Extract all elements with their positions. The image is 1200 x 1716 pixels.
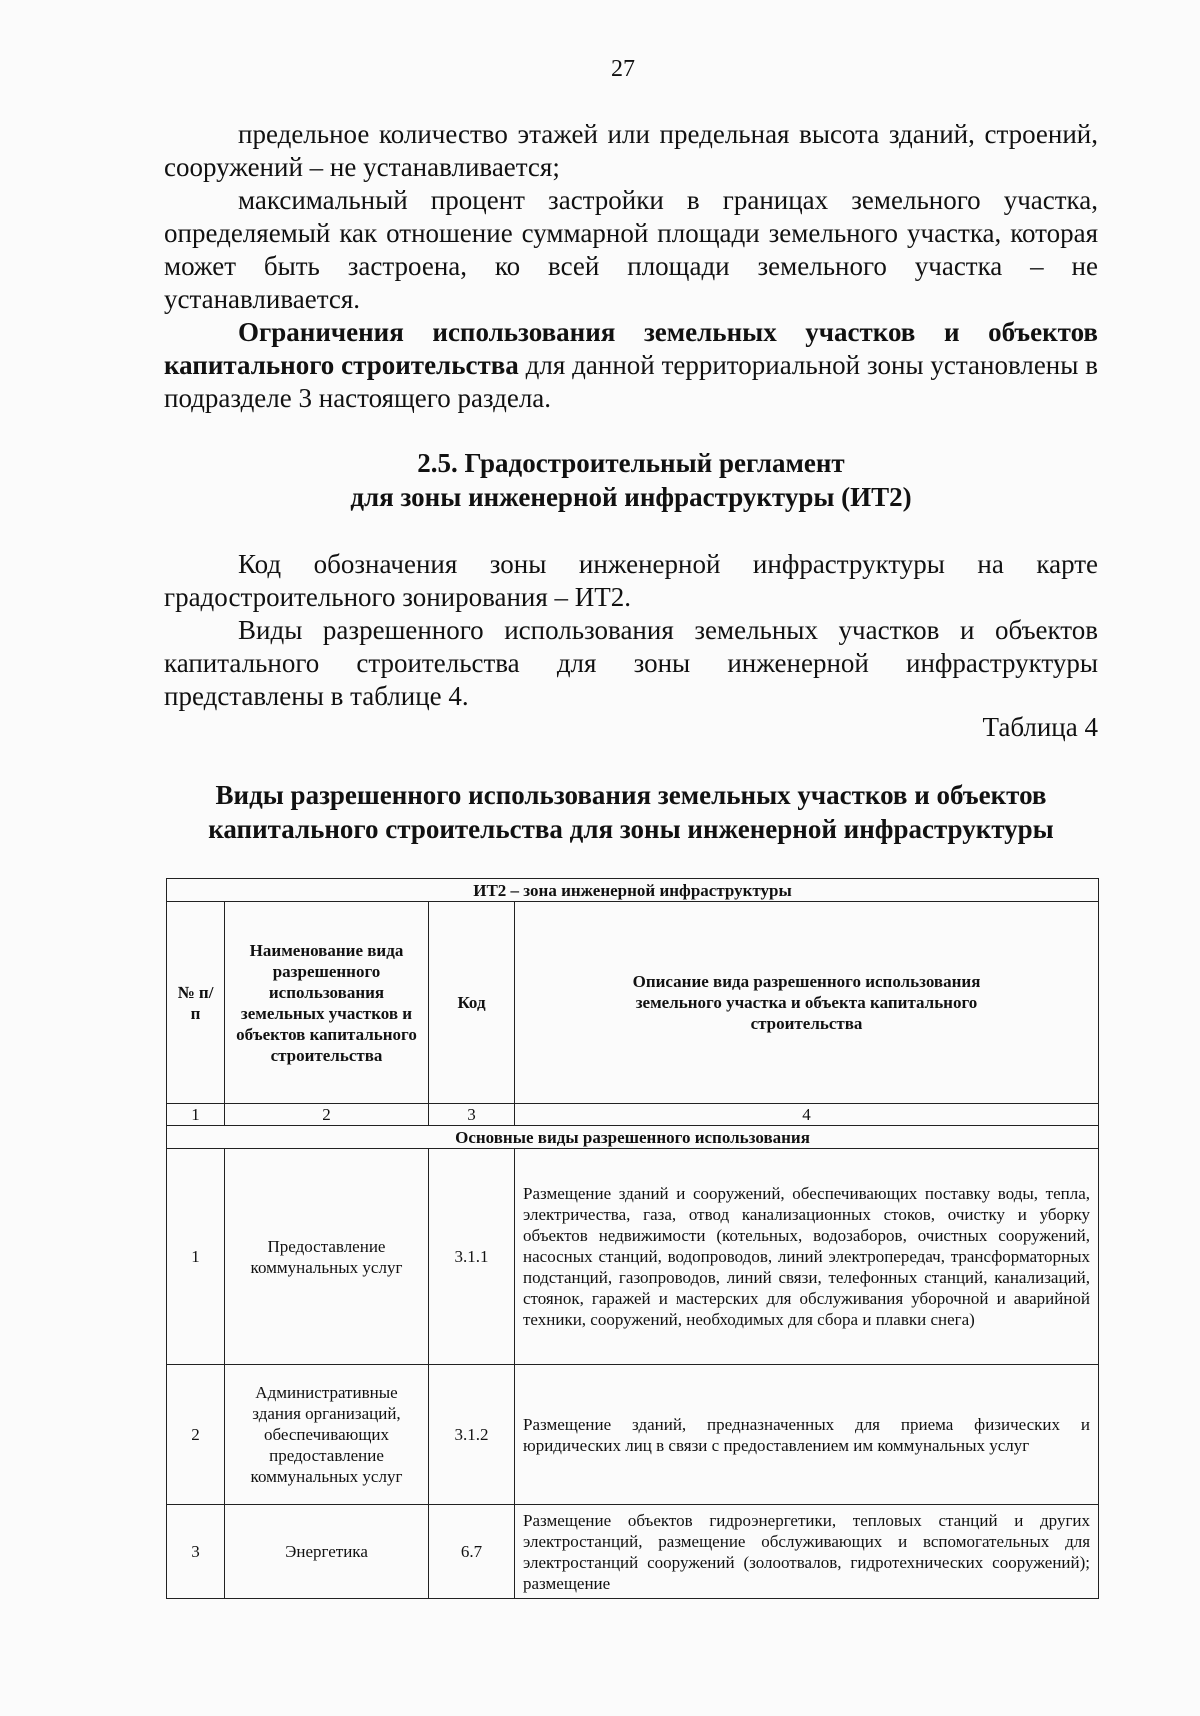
section-heading-line1: 2.5. Градостроительный регламент: [417, 448, 845, 478]
row-name: Предоставление коммунальных услуг: [225, 1149, 429, 1365]
column-number: 4: [515, 1104, 1099, 1126]
column-number: 1: [167, 1104, 225, 1126]
column-header-row: [167, 902, 1099, 1104]
row-desc: Размещение зданий и сооружений, обеспечивающих поставку воды, тепла, электричества, газа, отвод канализационных стоков, очистку и уборку объектов недвижимости (котельных, водозаборов, очистных сооружений, насосных станций, водопроводов, линий электропередач, трансформаторных подстанций, газопроводов, линий связи, телефонных станций, канализаций, стоянок, гаражей и мастерских для обслуживания уборочной и аварийной техники, сооружений, необходимых для сбора и плавки снега): [515, 1149, 1099, 1365]
table-title-line1: Виды разрешенного использования земельных участков и объектов: [215, 780, 1047, 810]
paragraph-zone-code: Код обозначения зоны инженерной инфраструктуры на карте градостроительного зонирования – ИТ2.: [164, 549, 1098, 612]
paragraph-restrictions: [164, 316, 1098, 415]
row-name: Административные здания организаций, обеспечивающих предоставление коммунальных услуг: [225, 1365, 429, 1505]
page-number: 27: [611, 56, 635, 82]
row-code: 3.1.2: [429, 1365, 515, 1505]
row-num: 1: [167, 1149, 225, 1365]
lower-paragraphs: [164, 548, 1098, 713]
column-number: 2: [225, 1104, 429, 1126]
column-number-row: [167, 1104, 1099, 1126]
restrictions-text: для данной территориальной зоны установлены в подразделе 3 настоящего раздела.: [164, 350, 1098, 413]
upper-paragraphs: [164, 118, 1098, 415]
restrictions-bold-text: Ограничения использования земельных участков и объектов капитального строительства: [164, 317, 1098, 380]
section-heading: [164, 446, 1098, 514]
section-heading-line2: для зоны инженерной инфраструктуры (ИТ2): [350, 482, 912, 512]
header-num: № п/п: [167, 902, 225, 1104]
permitted-uses-table: [166, 878, 1099, 1599]
table-title: [164, 778, 1098, 846]
group-header-cell: Основные виды разрешенного использования: [167, 1126, 1099, 1149]
header-name: Наименование вида разрешенного использования земельных участков и объектов капитального строительства: [225, 902, 429, 1104]
row-desc: Размещение зданий, предназначенных для приема физических и юридических лиц в связи с предоставлением им коммунальных услуг: [515, 1365, 1099, 1505]
table-row: [167, 1149, 1099, 1365]
paragraph-table-reference: Виды разрешенного использования земельных участков и объектов капитального строительства для зоны инженерной инфраструктуры представлены в таблице 4.: [164, 615, 1098, 711]
header-code: Код: [429, 902, 515, 1104]
header-desc: Описание вида разрешенного использования земельного участка и объекта капитального строительства: [515, 902, 1099, 1104]
column-number: 3: [429, 1104, 515, 1126]
zone-header-row: [167, 879, 1099, 902]
table-row: [167, 1365, 1099, 1505]
row-name: Энергетика: [225, 1505, 429, 1599]
paragraph-max-floors: предельное количество этажей или предельная высота зданий, строений, сооружений – не устанавливается;: [164, 119, 1098, 182]
row-code: 3.1.1: [429, 1149, 515, 1365]
zone-header-cell: ИТ2 – зона инженерной инфраструктуры: [167, 879, 1099, 902]
table-label: Таблица 4: [982, 712, 1098, 742]
group-header-row: [167, 1126, 1099, 1149]
row-desc: Размещение объектов гидроэнергетики, тепловых станций и других электростанций, размещение обслуживающих и вспомогательных для электростанций сооружений (золоотвалов, гидротехнических сооружений); размещение: [515, 1505, 1099, 1599]
table-row: [167, 1505, 1099, 1599]
table-title-line2: капитального строительства для зоны инженерной инфраструктуры: [208, 814, 1054, 844]
paragraph-max-coverage: максимальный процент застройки в границах земельного участка, определяемый как отношение суммарной площади земельного участка, которая может быть застроена, ко всей площади земельного участка – не устанавливается.: [164, 185, 1098, 314]
row-num: 3: [167, 1505, 225, 1599]
row-code: 6.7: [429, 1505, 515, 1599]
row-num: 2: [167, 1365, 225, 1505]
